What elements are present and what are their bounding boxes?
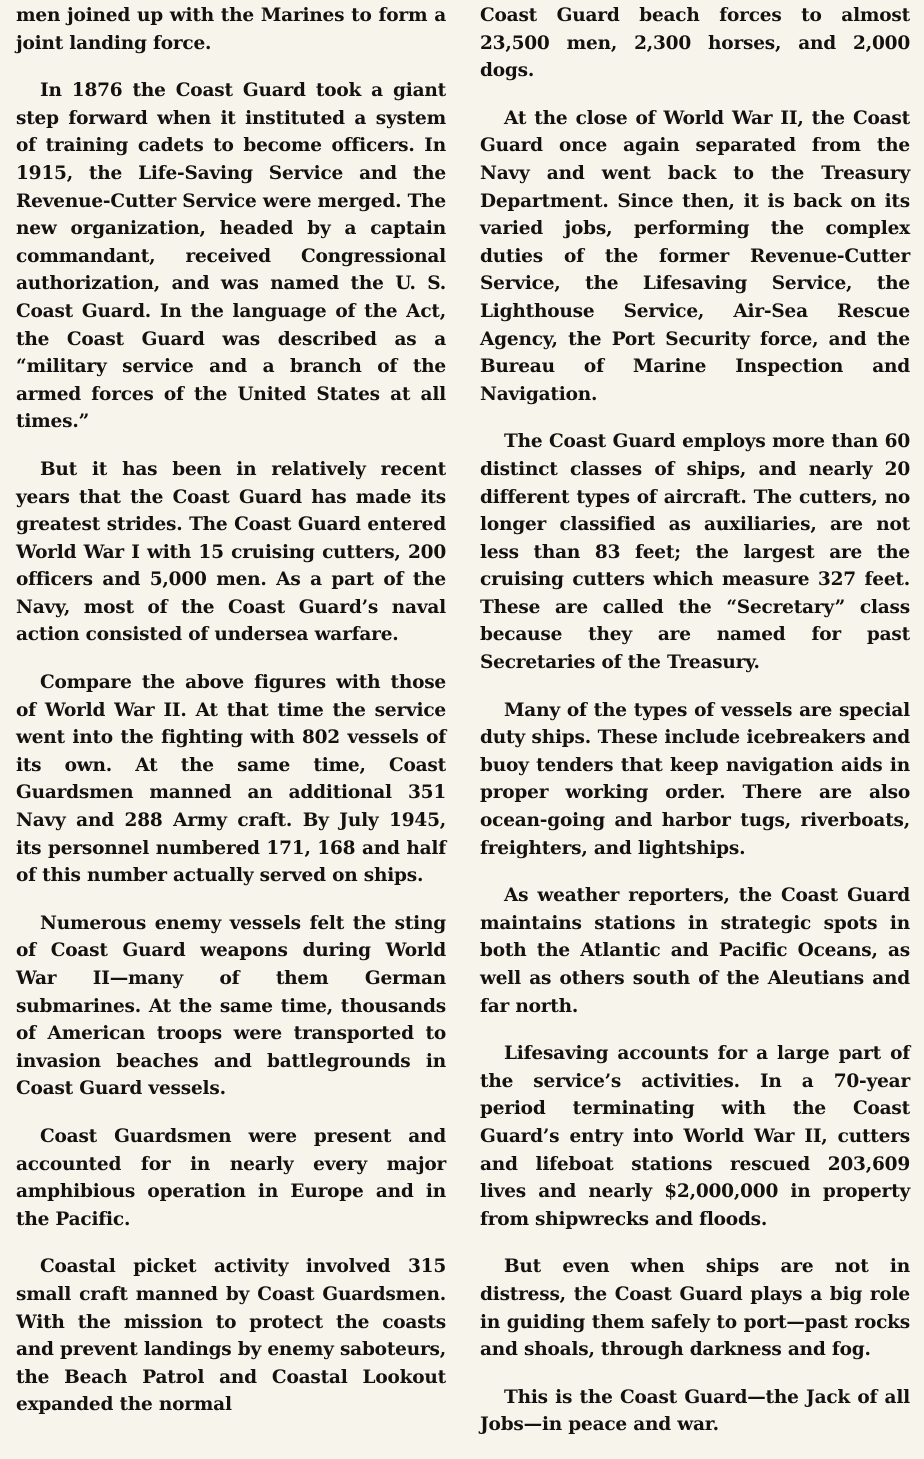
paragraph-guiding-ships: But even when ships are not in distress, the Coast Guard plays a big role in guiding them safely to port—past rocks and shoals, through darkness and fog. bbox=[480, 1256, 910, 1361]
paragraph-jack-of-all-jobs: This is the Coast Guard—the Jack of all Jobs—in peace and war. bbox=[480, 1386, 910, 1436]
paragraph-close-of-war: At the close of World War II, the Coast Guard once again separated from the Navy and went back to the Treasury Department. Since then, it is back on its varied jobs, performing the complex duties of the former Revenue-Cutter Service, the Lifesaving Service, the Lighthouse Service, Air-Sea Rescue Agency, the Port Security force, and the Bureau of Marine Inspection and Navigation. bbox=[480, 107, 910, 405]
paragraph-lifesaving: Lifesaving accounts for a large part of the service’s activities. In a 70-year period terminating with the Coast Guard’s entry into World War II, cutters and lifeboat stations rescued 203,609 lives and nearly $2,000,000 in property from shipwrecks and floods. bbox=[480, 1043, 910, 1230]
paragraph-enemy-vessels: Numerous enemy vessels felt the sting of Coast Guard weapons during World War II—many of them German submarines. At the same time, thousands of American troops were transported to invasion beaches and battlegrounds in Coast Guard vessels. bbox=[16, 912, 446, 1100]
paragraph-world-war-two-figures: Compare the above figures with those of World War II. At that time the service went into the fighting with 802 vessels of its own. At the same time, Coast Guardsmen manned an additional 351 Navy and 288 Army craft. By July 1945, its personnel numbered 171, 168 and half of this number actually served on ships. bbox=[16, 672, 446, 887]
paragraph-world-war-one: But it has been in relatively recent years that the Coast Guard has made its greatest strides. The Coast Guard entered World War I with 15 cruising cutters, 200 officers and 5,000 men. As a part of the Navy, most of the Coast Guard’s naval action consisted of undersea warfare. bbox=[16, 458, 446, 646]
paragraph-weather-reporters: As weather reporters, the Coast Guard maintains stations in strategic spots in both the Atlantic and Pacific Oceans, as well as others south of the Aleutians and far north. bbox=[480, 885, 910, 1017]
paragraph-landing-force: men joined up with the Marines to form a joint landing force. bbox=[16, 5, 446, 54]
left-column bbox=[16, 2, 446, 1439]
paragraph-amphibious-operations: Coast Guardsmen were present and accounted for in nearly every major amphibious operation in Europe and in the Pacific. bbox=[16, 1125, 446, 1230]
paragraph-ship-classes: The Coast Guard employs more than 60 distinct classes of ships, and nearly 20 different types of aircraft. The cutters, no longer classified as auxiliaries, are not less than 83 feet; the largest are the cruising cutters which measure 327 feet. These are called the “Secretary” class because they are named for past Secretaries of the Treasury. bbox=[480, 431, 910, 674]
paragraph-coastal-picket: Coastal picket activity involved 315 small craft manned by Coast Guardsmen. With the mission to protect the coasts and prevent landings by enemy saboteurs, the Beach Patrol and Coastal Lookout expanded the normal bbox=[16, 1256, 446, 1416]
paragraph-1876-training: In 1876 the Coast Guard took a giant step forward when it instituted a system of training cadets to become officers. In 1915, the Life-Saving Service and the Revenue-Cutter Service were merged. The new organization, headed by a captain commandant, received Congressional authorization, and was named the U. S. Coast Guard. In the language of the Act, the Coast Guard was described as a “military service and a branch of the armed forces of the United States at all times.” bbox=[16, 80, 446, 433]
paragraph-beach-forces: Coast Guard beach forces to almost 23,500 men, 2,300 horses, and 2,000 dogs. bbox=[480, 5, 910, 82]
paragraph-special-duty-ships: Many of the types of vessels are special duty ships. These include icebreakers and buoy tenders that keep navigation aids in proper working order. There are also ocean-going and harbor tugs, riverboats, freighters, and lightships. bbox=[480, 699, 910, 859]
right-column bbox=[480, 2, 910, 1459]
